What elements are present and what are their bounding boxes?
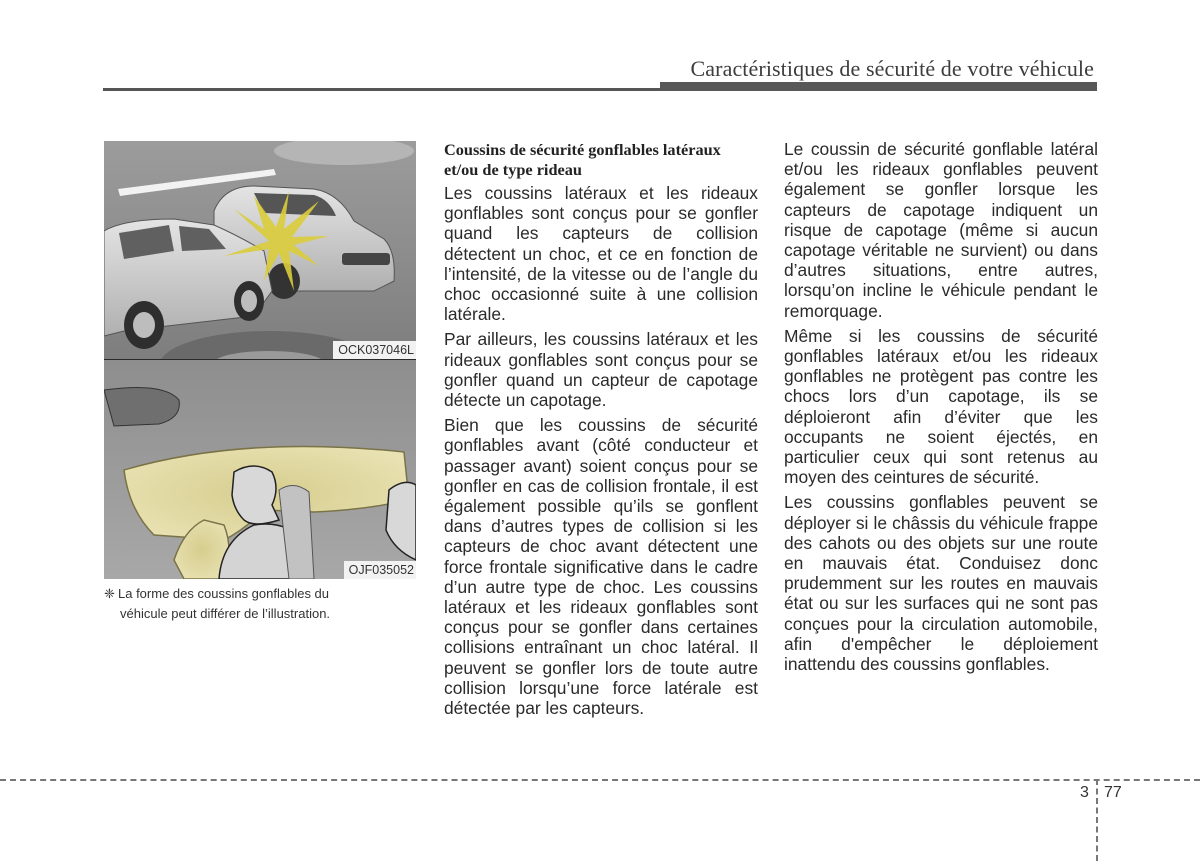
note-text-line1: La forme des coussins gonflables du xyxy=(118,586,330,601)
footer-vertical-dashed-rule xyxy=(1096,779,1098,861)
paragraph: Les coussins latéraux et les rideaux gonflables sont conçus pour se gonfler quand les capteurs de collision détectent un choc, et ce en fonction de l’intensité, de la vitesse ou de l’angle du choc occasionné suite à une collision latérale. xyxy=(444,183,758,325)
paragraph: Le coussin de sécurité gonflable latéral et/ou les rideaux gonflables peuvent également se gonfler lorsque les capteurs de capotage indiquent un risque de capotage (même si aucun capotage véritable ne survient) ou dans d’autres situations, entre autres, lorsqu’on incline le véhicule pendant le remorquage. xyxy=(784,139,1098,321)
note-text-line2: véhicule peut différer de l’illustration. xyxy=(120,606,331,621)
column-middle xyxy=(444,140,758,723)
figure-note xyxy=(104,584,416,624)
footer-dashed-rule xyxy=(0,779,1200,781)
side-collision-illustration xyxy=(104,141,416,359)
header-rule-thick xyxy=(660,82,1097,91)
note-symbol-icon: ❈ xyxy=(104,586,115,601)
paragraph: Même si les coussins de sécurité gonflables latéraux et/ou les rideaux gonflables ne protègent pas contre les chocs lors d’un capotage, ils se déploieront afin d’éviter que les occupants ne soient éjectés, en particulier ceux qui sont retenus au moyen des ceintures de sécurité. xyxy=(784,325,1098,488)
column-right xyxy=(784,139,1098,679)
chapter-header-title: Caractéristiques de sécurité de votre véhicule xyxy=(690,56,1094,81)
figure-code-label: OCK037046L xyxy=(333,341,416,359)
section-heading: Coussins de sécurité gonflables latéraux et/ou de type rideau xyxy=(444,140,721,179)
figure-side-collision xyxy=(104,141,416,359)
figure-code-label: OJF035052 xyxy=(344,561,416,579)
paragraph: Les coussins gonflables peuvent se déployer si le châssis du véhicule frappe des cahots ou des objets sur une route en mauvais état. Conduisez donc prudemment sur les routes en mauvais état ou sur les surfaces qui ne sont pas conçues pour la circulation automobile, afin d'empêcher le déploiement inattendu des coussins gonflables. xyxy=(784,492,1098,675)
paragraph: Par ailleurs, les coussins latéraux et les rideaux gonflables sont conçus pour se gonfler quand un capteur de capotage détecte un capotage. xyxy=(444,329,758,411)
curtain-airbag-illustration xyxy=(104,360,416,579)
figure-curtain-airbag xyxy=(104,359,416,579)
chapter-number: 3 xyxy=(1080,784,1089,801)
header-rule-thin xyxy=(103,88,663,91)
overhead-console xyxy=(104,388,179,426)
paragraph: Bien que les coussins de sécurité gonflables avant (côté conducteur et passager avant) soient conçus pour se gonfler en cas de collision frontale, il est également possible qu’ils se gonflent dans d’autres types de collision si les capteurs de choc avant détectent une force frontale significative dans le cadre d’un autre type de choc. Les coussins latéraux et les rideaux gonflables sont conçus pour se gonfler dans certaines collisions entraînant un choc latéral. Il peuvent se gonfler lors de toute autre collision lorsqu’une force latérale est détectée par les capteurs. xyxy=(444,415,758,719)
page-number: 77 xyxy=(1104,784,1122,801)
